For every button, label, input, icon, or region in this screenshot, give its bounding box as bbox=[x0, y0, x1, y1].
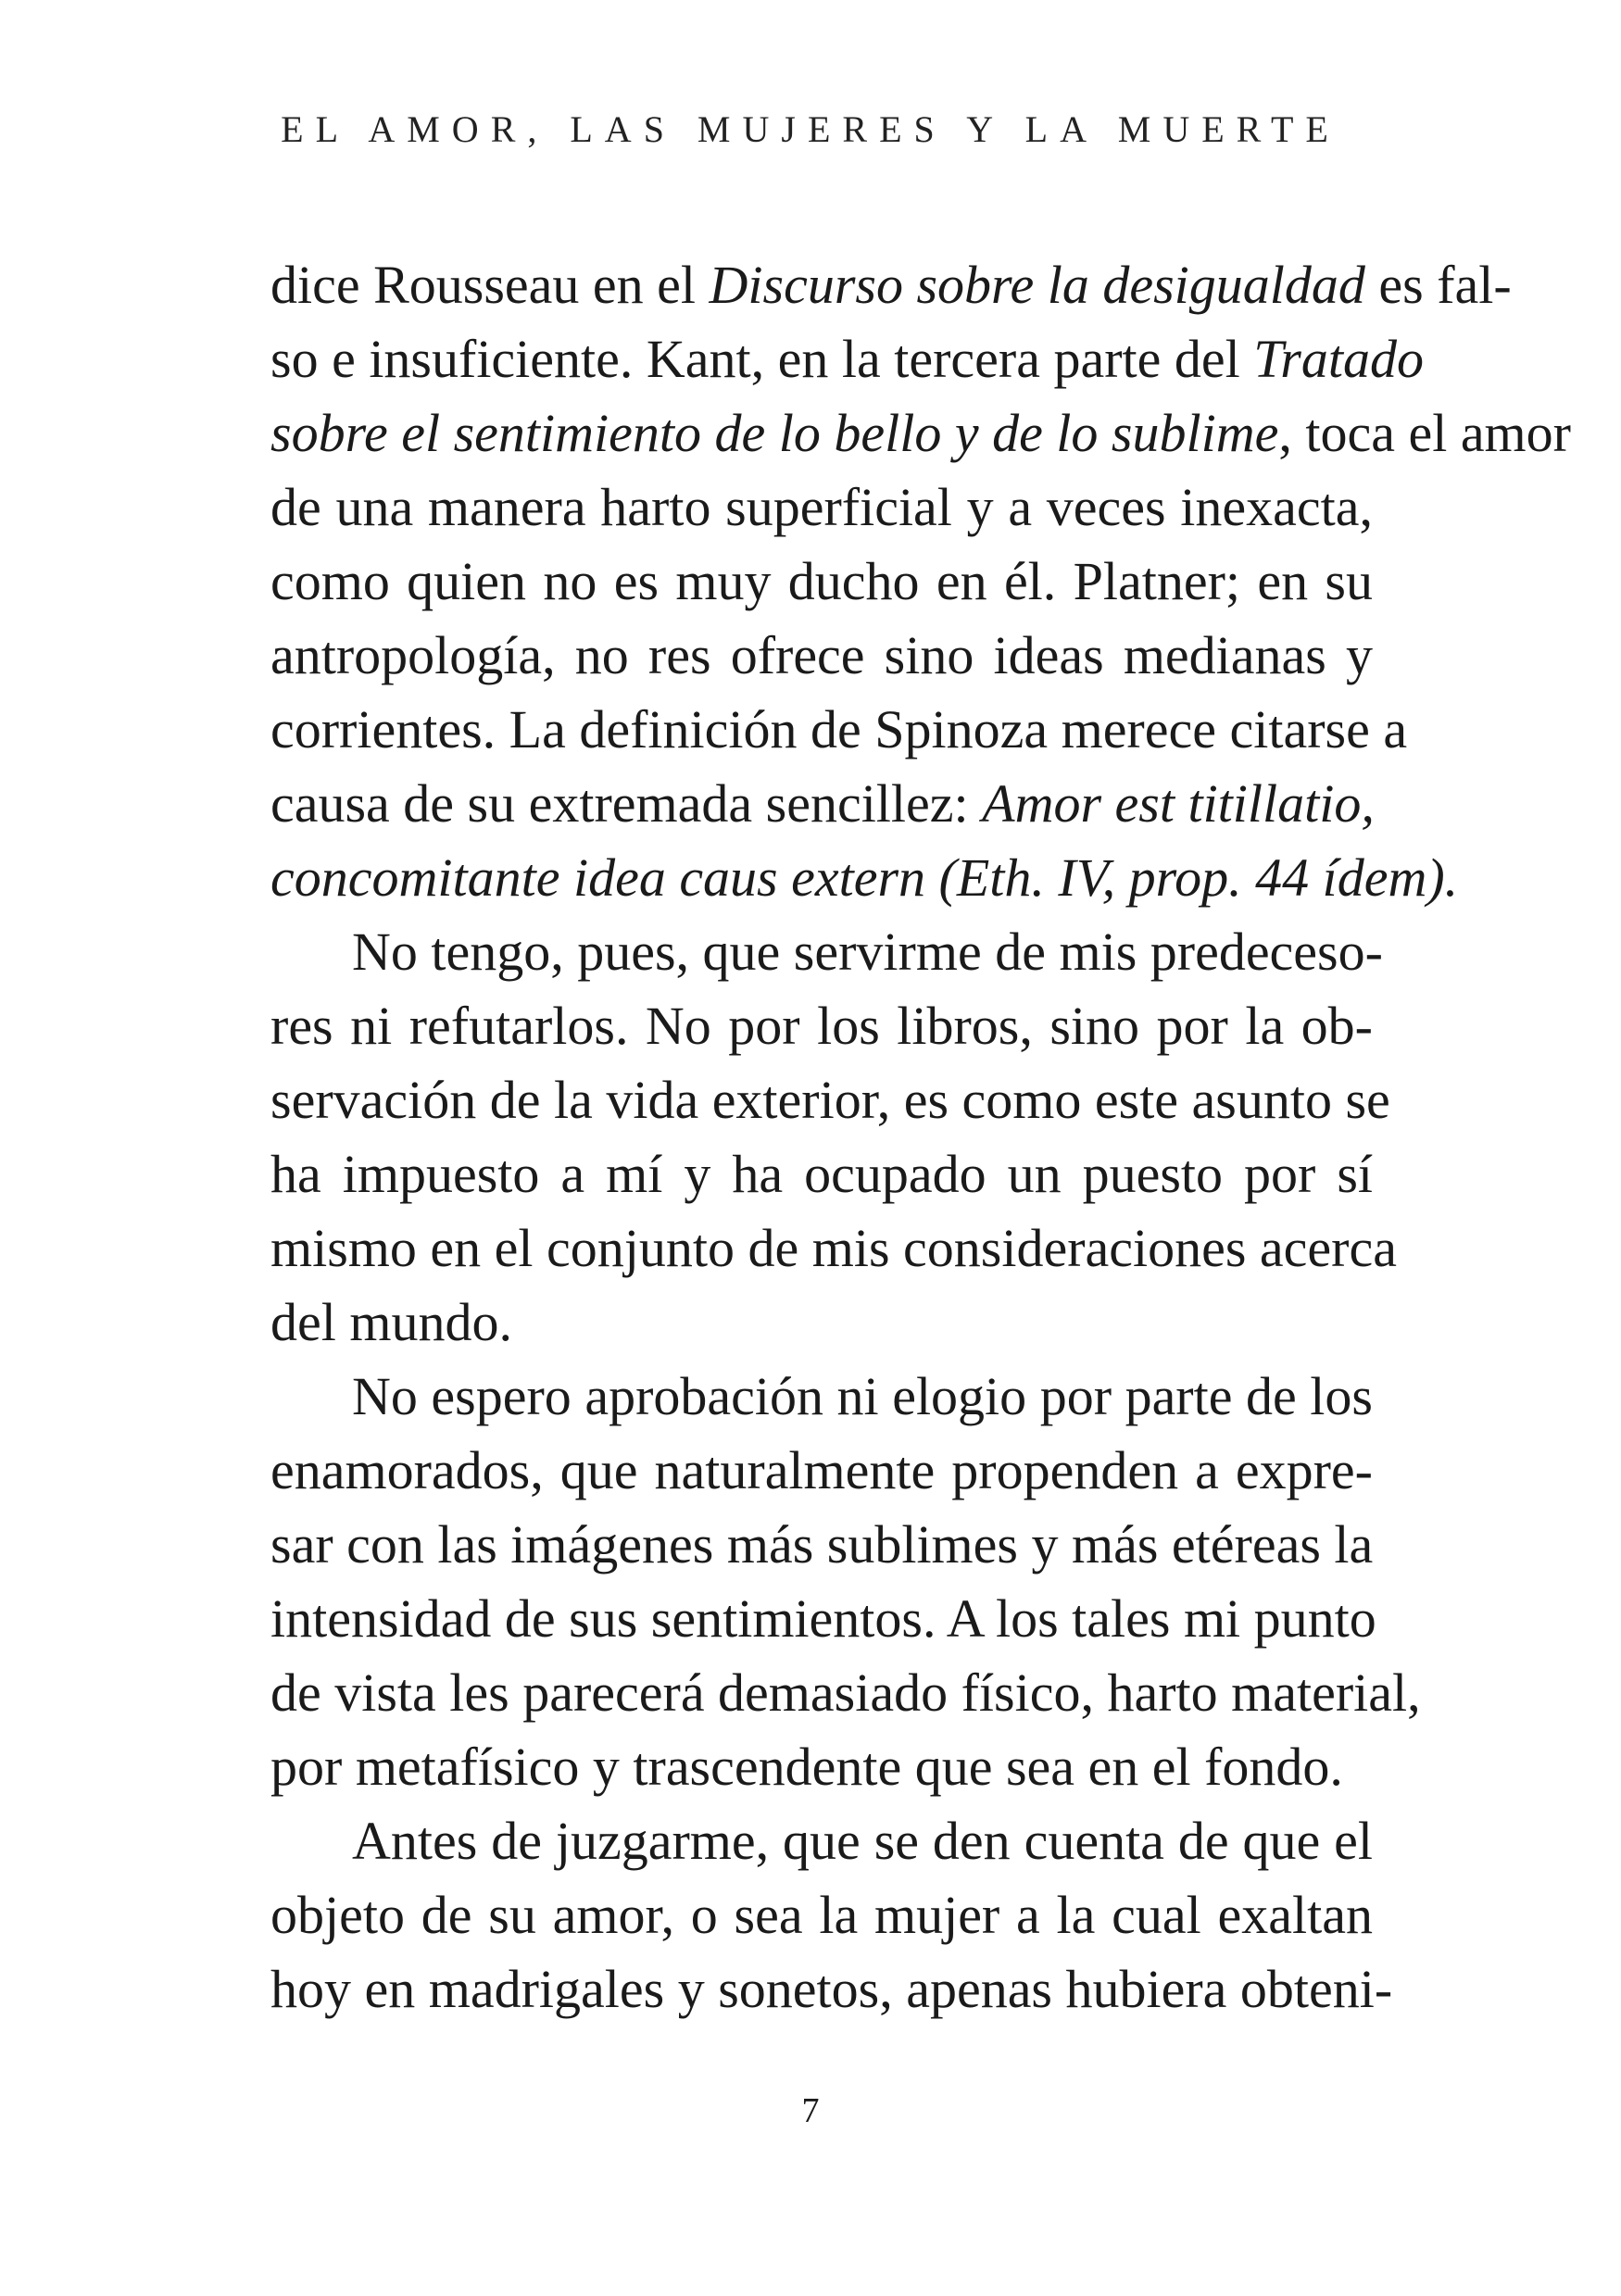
text-line: servación de la vida exterior, es como este asunto se bbox=[270, 1070, 1390, 1130]
text-line: dice Rousseau en el Discurso sobre la desigualdad es fal- bbox=[270, 255, 1512, 315]
paragraph-start: No espero aprobación ni elogio por parte de los bbox=[352, 1366, 1373, 1426]
paragraph-end: por metafísico y trascendente que sea en el fondo. bbox=[270, 1737, 1343, 1797]
text-line: causa de su extremada sencillez: Amor est titillatio, bbox=[270, 773, 1375, 834]
text-line: objeto de su amor, o sea la mujer a la cual exaltan bbox=[270, 1885, 1373, 1945]
text-line: hoy en madrigales y sonetos, apenas hubiera obteni- bbox=[270, 1959, 1393, 2019]
paragraph-start: Antes de juzgarme, que se den cuenta de que el bbox=[352, 1811, 1373, 1871]
italic-title: Discurso sobre la desigualdad bbox=[709, 255, 1365, 315]
text-line: ha impuesto a mí y ha ocupado un puesto por sí bbox=[270, 1144, 1373, 1204]
text-line: so e insuficiente. Kant, en la tercera parte del Tratado bbox=[270, 329, 1424, 389]
text-line: intensidad de sus sentimientos. A los tales mi punto bbox=[270, 1588, 1376, 1649]
latin-quote-line: concomitante idea caus extern (Eth. IV, prop. 44 ídem). bbox=[270, 847, 1459, 908]
page-number: 7 bbox=[801, 2091, 820, 2130]
italic-title: sobre el sentimiento de lo bello y de lo sublime bbox=[270, 403, 1279, 463]
text-line: antropología, no res ofrece sino ideas medianas y bbox=[270, 625, 1373, 685]
italic-title: Tratado bbox=[1253, 329, 1424, 389]
paragraph-end: del mundo. bbox=[270, 1292, 512, 1352]
text-line: sar con las imágenes más sublimes y más etéreas la bbox=[270, 1514, 1374, 1575]
text-line: sobre el sentimiento de lo bello y de lo sublime, toca el amor bbox=[270, 403, 1571, 463]
paragraph-start: No tengo, pues, que servirme de mis predeceso- bbox=[352, 922, 1383, 982]
body-text bbox=[270, 248, 1571, 2026]
text-line: corrientes. La definición de Spinoza merece citarse a bbox=[270, 699, 1408, 759]
text-line: de una manera harto superficial y a veces inexacta, bbox=[270, 477, 1373, 537]
latin-quote: Amor est titillatio, bbox=[982, 773, 1375, 834]
text-line: mismo en el conjunto de mis consideraciones acerca bbox=[270, 1218, 1397, 1278]
text-line: de vista les parecerá demasiado físico, harto material, bbox=[270, 1662, 1421, 1723]
text-line: enamorados, que naturalmente propenden a expre- bbox=[270, 1440, 1373, 1500]
text-line: res ni refutarlos. No por los libros, sino por la ob- bbox=[270, 996, 1373, 1056]
text-line: como quien no es muy ducho en él. Platner; en su bbox=[270, 551, 1373, 611]
running-header: EL AMOR, LAS MUJERES Y LA MUERTE bbox=[281, 108, 1340, 150]
